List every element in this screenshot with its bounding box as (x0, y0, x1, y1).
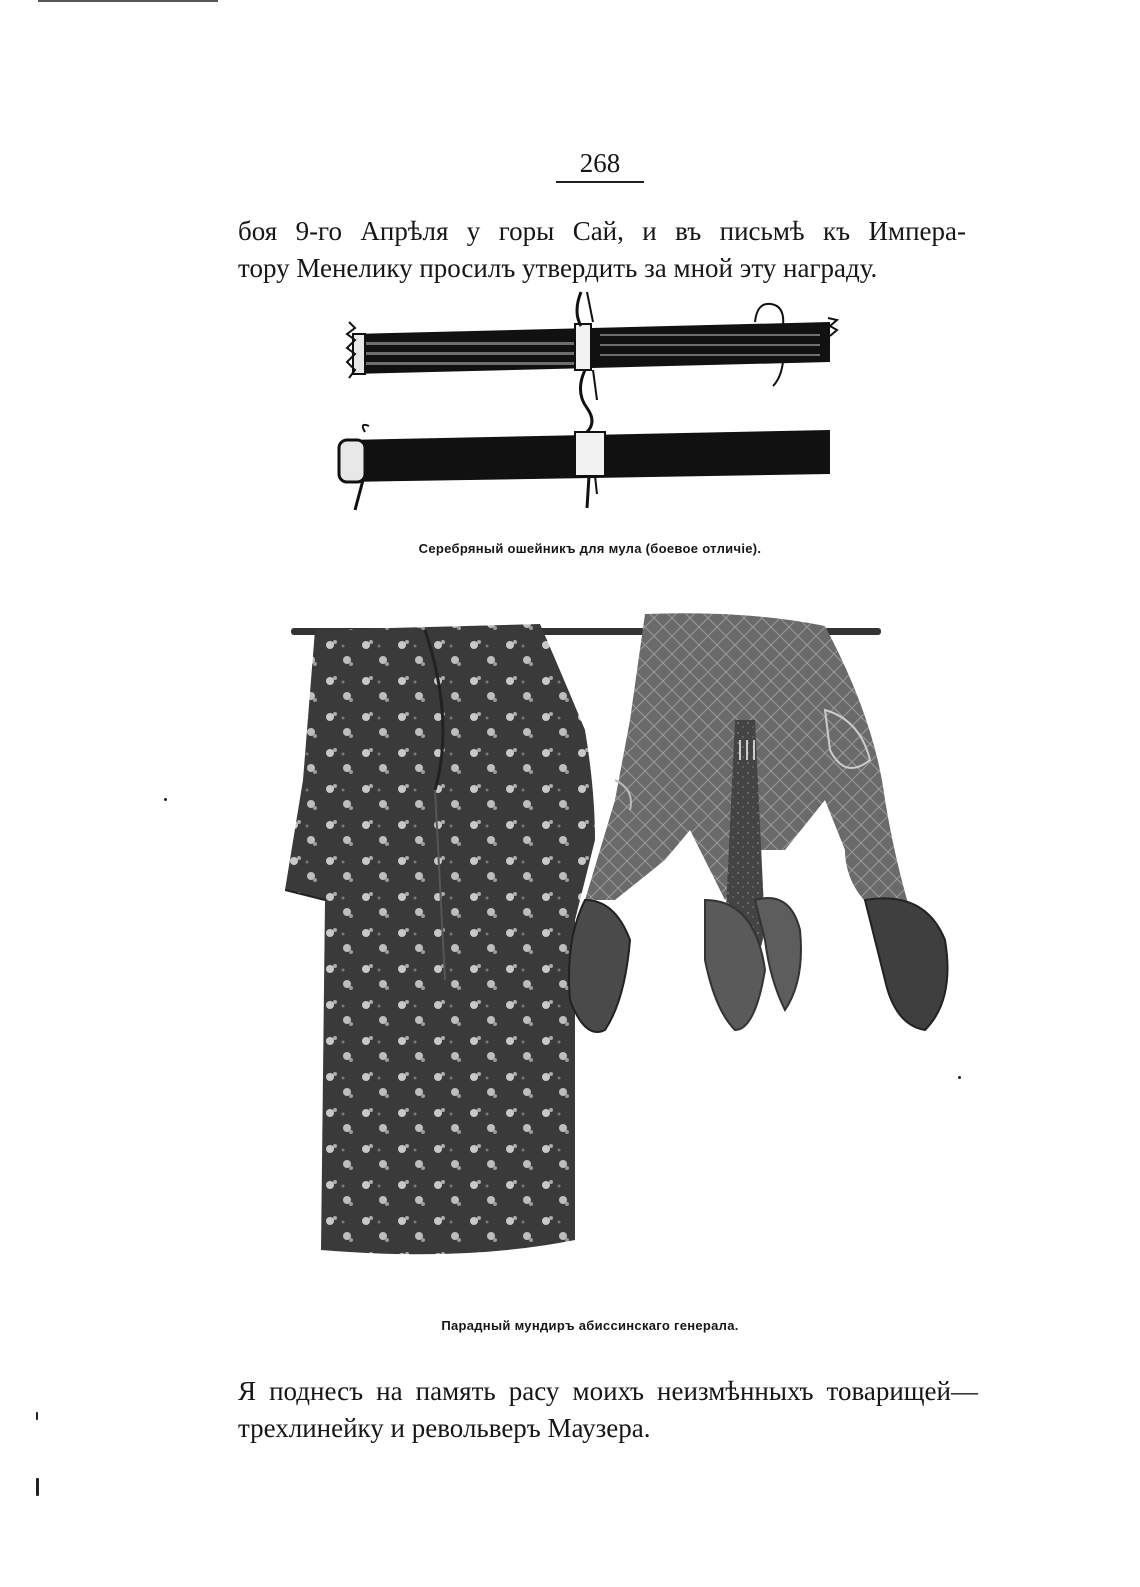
scan-speck (958, 1076, 961, 1079)
scan-edge-rule (38, 0, 218, 2)
page-number: 268 (579, 148, 621, 178)
mule-collar-illustration (325, 282, 845, 518)
caption-mule-collar: Серебряный ошейникъ для мула (боевое отличіе). (418, 541, 762, 556)
paragraph-top-line-1: боя 9-го Апрѣля у горы Сай, и въ письмѣ къ Импера- (238, 216, 966, 246)
general-uniform-photo (285, 600, 975, 1280)
caption-general-uniform: Парадный мундиръ абиссинскаго генерала. (441, 1318, 739, 1333)
page-number-underline (556, 181, 644, 183)
paragraph-bottom-line-2: трехлинейку и револьверъ Маузера. (238, 1413, 651, 1443)
paragraph-bottom-line-1: Я поднесъ на память расу моихъ неизмѣнныхъ товарищей— (238, 1376, 978, 1406)
scan-speck (36, 1478, 39, 1496)
figure-mule-collar (325, 282, 845, 518)
paragraph-bottom (238, 1373, 978, 1447)
scan-speck (164, 798, 167, 801)
paragraph-top (238, 213, 966, 287)
paragraph-top-line-2: тору Менелику просилъ утвердить за мной эту награду. (238, 253, 878, 283)
figure-general-uniform (285, 600, 975, 1280)
scan-speck (36, 1412, 38, 1420)
